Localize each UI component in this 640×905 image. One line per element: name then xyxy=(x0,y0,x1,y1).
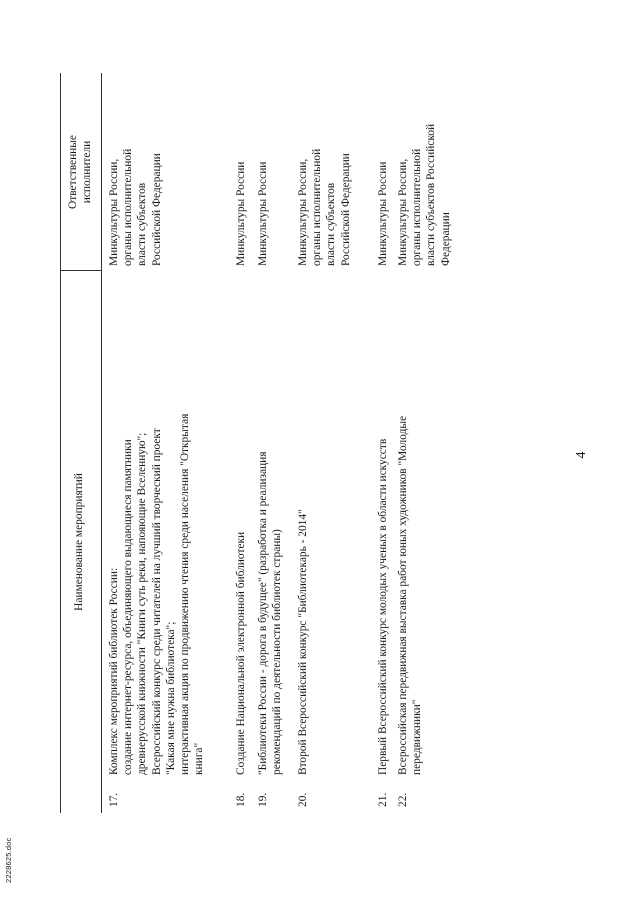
row-resp-line: Минкультуры России, xyxy=(108,158,120,266)
document-code: 2228625.doc xyxy=(4,837,13,883)
row-resp-line: Федерации xyxy=(439,212,452,266)
row-name xyxy=(107,275,206,775)
row-resp-line: Российской Федерации xyxy=(339,153,352,266)
row-resp-line: власти субъектов xyxy=(325,182,338,266)
row-responsible xyxy=(396,76,453,266)
row-number: 18. xyxy=(235,792,247,807)
row-resp-line: Минкультуры России xyxy=(257,161,269,266)
row-name-line: книга" xyxy=(193,742,206,775)
row-name-line: Первый Всероссийский конкурс молодых ученых в области искусств xyxy=(377,438,389,775)
row-number: 17. xyxy=(108,792,120,807)
row-name-line: Всероссийский конкурс среди читателей на лучший творческий проект xyxy=(150,428,163,775)
row-name-line: Второй Всероссийский конкурс "Библиотекарь - 2014" xyxy=(297,509,309,775)
row-responsible xyxy=(256,76,270,266)
row-name-line: интерактивная акция по продвижению чтения среди населения "Открытая xyxy=(179,413,192,775)
table-header-rule xyxy=(101,73,102,813)
row-responsible xyxy=(296,76,353,266)
row-resp-line: Минкультуры России, xyxy=(297,158,309,266)
row-responsible xyxy=(376,76,390,266)
row-name-line: рекомендаций по деятельности библиотек страны) xyxy=(271,529,284,775)
row-responsible xyxy=(107,76,164,266)
row-name xyxy=(396,275,424,775)
row-resp-line: органы исполнительной xyxy=(122,148,135,266)
row-name-line: Всероссийская передвижная выставка работ юных художников "Молодые xyxy=(397,415,409,775)
header-responsible xyxy=(66,73,94,271)
row-resp-line: власти субъектов xyxy=(136,182,149,266)
row-name xyxy=(296,275,310,775)
row-name-line: Комплекс мероприятий библиотек России: xyxy=(108,567,120,775)
row-responsible xyxy=(234,76,248,266)
row-number: 19. xyxy=(257,792,269,807)
row-name-line: "Библиотеки России - дорога в будущее" (разработка и реализация xyxy=(257,451,269,775)
row-name xyxy=(256,275,284,775)
row-resp-line: Минкультуры России xyxy=(235,161,247,266)
row-resp-line: Минкультуры России, xyxy=(397,158,409,266)
row-name xyxy=(234,275,248,775)
row-resp-line: органы исполнительной xyxy=(411,148,424,266)
row-number: 21. xyxy=(377,792,389,807)
row-resp-line: Российской Федерации xyxy=(150,153,163,266)
row-name xyxy=(376,275,390,775)
row-resp-line: органы исполнительной xyxy=(311,148,324,266)
row-number: 20. xyxy=(297,792,309,807)
row-name-line: передвижники" xyxy=(411,699,424,775)
row-resp-line: власти субъектов Российской xyxy=(425,123,438,266)
row-name-line: "Какая мне нужна библиотека"; xyxy=(164,621,177,775)
table-top-rule xyxy=(60,73,61,813)
row-name-line: Создание Национальной электронной библиотеки xyxy=(235,531,247,775)
header-responsible-line: Ответственные xyxy=(67,135,79,209)
row-name-line: древнерусской книжности "Книги суть реки, напояющие Вселенную"; xyxy=(136,432,149,775)
page-number: 4 xyxy=(574,451,589,459)
row-number: 22. xyxy=(397,792,409,807)
header-name: Наименование мероприятий xyxy=(73,473,85,611)
row-name-line: создание интернет-ресурса, объединяющего выдающиеся памятники xyxy=(122,439,135,775)
header-responsible-line: исполнители xyxy=(81,140,94,204)
row-resp-line: Минкультуры России xyxy=(377,161,389,266)
